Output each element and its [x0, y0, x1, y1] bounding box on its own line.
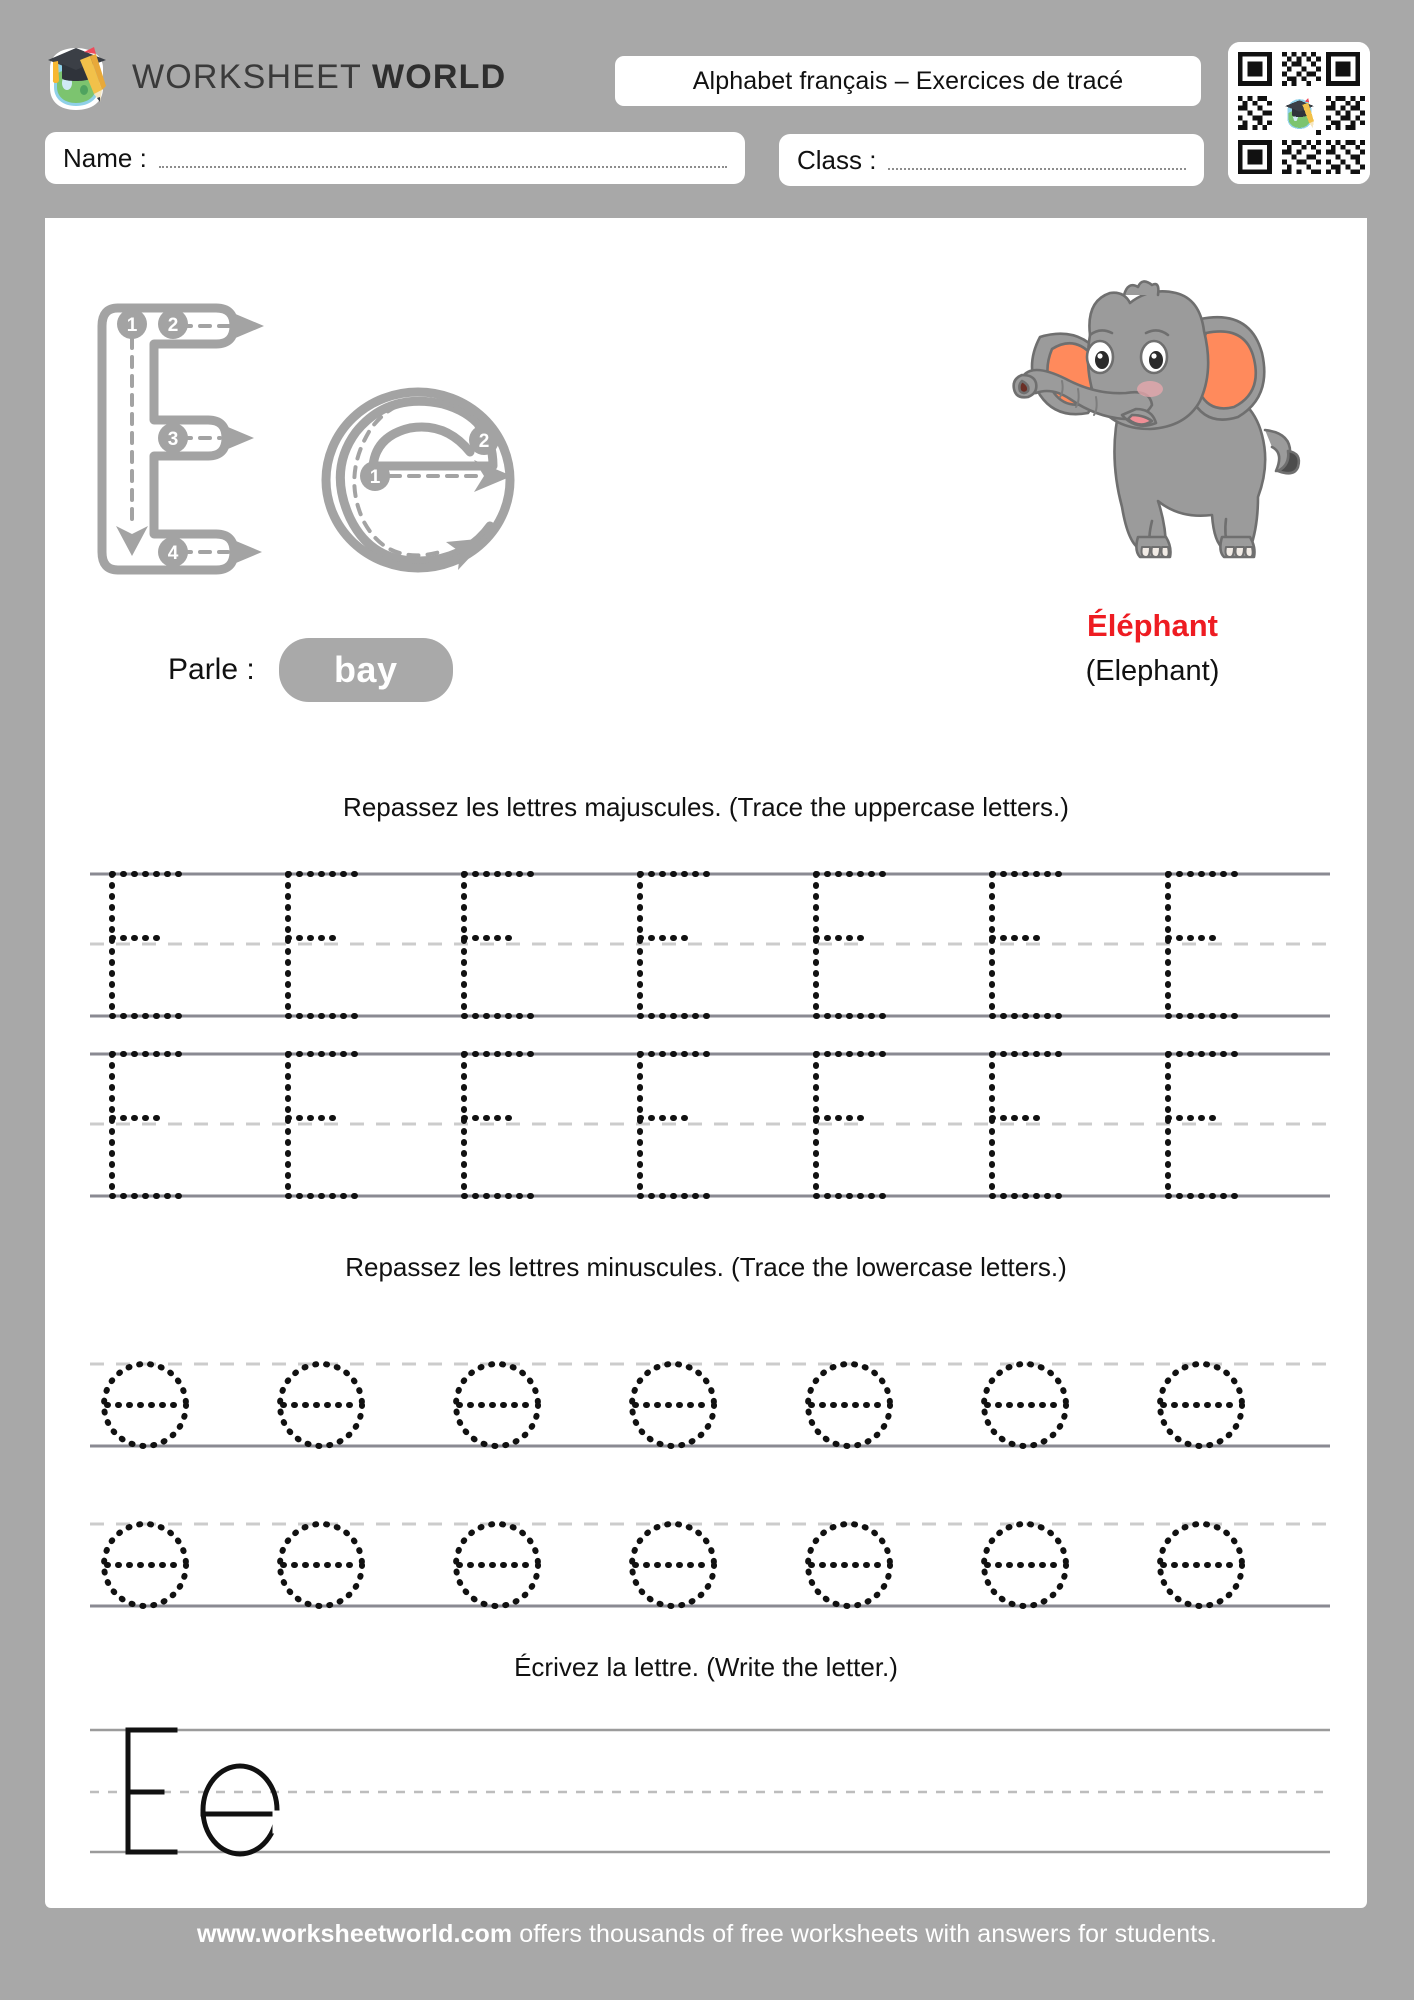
class-field-label: Class :: [797, 144, 877, 175]
torn-paper-edge: [45, 212, 1367, 246]
class-field[interactable]: [779, 134, 1204, 186]
brand-logo: [40, 38, 506, 116]
brand-name: [132, 58, 506, 97]
uppercase-trace-svg: [90, 868, 1330, 1023]
footer-site[interactable]: www.worksheetworld.com: [196, 1920, 513, 1948]
worksheet-title-text: Alphabet français – Exercices de tracé: [692, 66, 1124, 95]
class-input[interactable]: [888, 167, 1186, 170]
instruction-uppercase: Repassez les lettres majuscules. (Trace the uppercase letters.): [343, 792, 1069, 822]
lowercase-trace-row-2[interactable]: [90, 1518, 1330, 1613]
name-field[interactable]: [45, 132, 745, 184]
svg-text:1: 1: [126, 315, 138, 336]
worksheet-title: [615, 56, 1201, 106]
svg-text:2: 2: [167, 315, 179, 336]
pronunciation-pill: [279, 638, 453, 702]
footer: [0, 1920, 1414, 1949]
pronunciation-value: bay: [333, 649, 398, 690]
letter-guide-svg: [88, 280, 548, 600]
write-letter-svg: [90, 1722, 1330, 1867]
picture-word-french: Éléphant: [1087, 608, 1218, 643]
uppercase-trace-svg: [90, 1048, 1330, 1203]
pronunciation-label: Parle :: [168, 653, 255, 686]
instruction-lowercase: Repassez les lettres minuscules. (Trace the lowercase letters.): [345, 1252, 1067, 1282]
page-header: [0, 0, 1414, 222]
elephant-icon: [1000, 275, 1305, 575]
svg-text:3: 3: [167, 429, 179, 450]
brand-name-light: WORKSHEET: [132, 57, 362, 96]
lowercase-trace-svg: [90, 1358, 1330, 1453]
svg-text:1: 1: [369, 467, 381, 488]
instruction-write: Écrivez la lettre. (Write the letter.): [514, 1652, 898, 1682]
uppercase-trace-row-2[interactable]: [90, 1048, 1330, 1203]
brand-name-bold: WORLD: [371, 57, 507, 96]
write-letter-row[interactable]: [90, 1722, 1330, 1867]
lowercase-trace-svg: [90, 1518, 1330, 1613]
qr-code[interactable]: [1228, 42, 1370, 184]
letter-stroke-guide: [88, 280, 548, 600]
qr-code-icon: [1228, 42, 1370, 184]
name-field-label: Name :: [63, 142, 147, 173]
pronunciation-block: [168, 638, 453, 702]
graduation-cap-globe-pencil-logo: [40, 38, 114, 116]
picture-word-english: (Elephant): [1085, 655, 1220, 687]
footer-tagline: offers thousands of free worksheets with answers for students.: [512, 1920, 1218, 1948]
lowercase-trace-row-1[interactable]: [90, 1358, 1330, 1453]
uppercase-trace-row-1[interactable]: [90, 868, 1330, 1023]
elephant-illustration: [1000, 275, 1305, 575]
name-input[interactable]: [159, 165, 727, 168]
svg-text:2: 2: [478, 431, 490, 452]
svg-text:4: 4: [167, 543, 179, 564]
